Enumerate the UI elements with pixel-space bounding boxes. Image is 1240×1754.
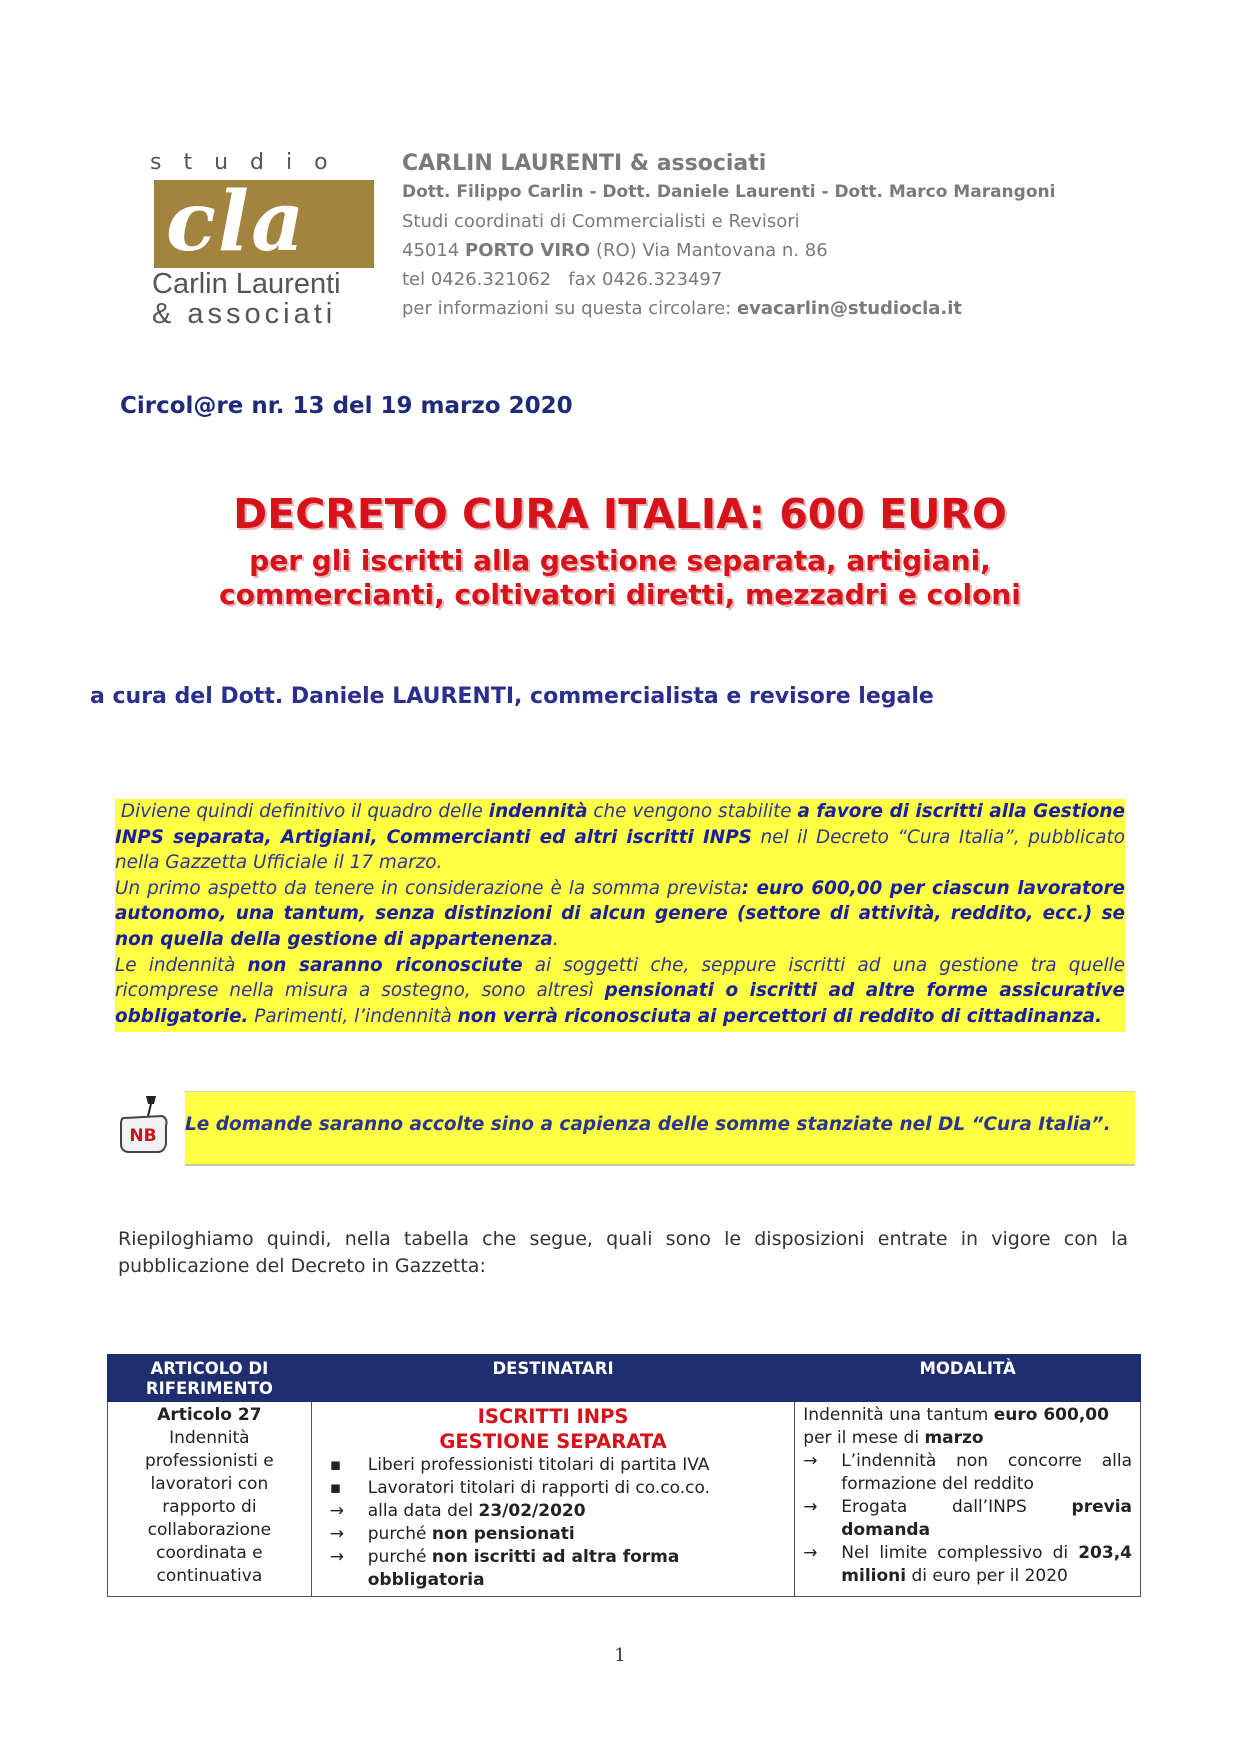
table-header-row <box>108 1355 1141 1402</box>
header-destinatari: DESTINATARI <box>311 1355 795 1402</box>
summary-paragraph-2 <box>115 876 1125 953</box>
text-run: Liberi professionisti titolari di partita IVA <box>367 1455 710 1475</box>
firm-zip: 45014 <box>402 240 460 261</box>
page-number: 1 <box>614 1645 626 1666</box>
firm-email-link[interactable]: evacarlin@studiocla.it <box>736 298 963 319</box>
logo-line-2: & associati <box>152 298 337 330</box>
summary-box <box>115 799 1131 1032</box>
firm-info <box>402 150 1122 323</box>
cell-modalita <box>795 1402 1141 1597</box>
text-run: che vengono stabilite <box>587 801 798 822</box>
text-run: alla data del <box>367 1501 479 1521</box>
text-run: Parimenti, l’indennità <box>248 1005 458 1027</box>
table-row <box>108 1402 1141 1597</box>
text-run: Indennità una tantum <box>803 1405 994 1425</box>
list-item <box>320 1546 787 1592</box>
arrow-right-icon: → <box>803 1543 818 1563</box>
logo-line-1: Carlin Laurenti <box>152 268 341 300</box>
list-item <box>803 1496 1132 1542</box>
cell-articolo <box>108 1402 312 1597</box>
list-item <box>320 1500 787 1523</box>
text-run-bold: euro 600,00 <box>993 1405 1109 1425</box>
text-run: L’indennità non concorre alla formazione del reddito <box>841 1451 1132 1494</box>
square-bullet-icon: ▪ <box>329 1455 342 1475</box>
text-run: purché <box>367 1524 432 1544</box>
text-run-bold: marzo <box>924 1428 984 1448</box>
text-run-bold: non iscritti ad altra forma obbligatoria <box>367 1547 680 1590</box>
summary-paragraph-3 <box>115 953 1131 1030</box>
text-run: Diviene quindi definitivo il quadro delle <box>115 801 489 822</box>
text-run: di euro per il 2020 <box>906 1566 1068 1586</box>
list-item <box>320 1454 787 1477</box>
arrow-right-icon: → <box>803 1451 818 1471</box>
text-run: . <box>552 928 559 950</box>
firm-city: PORTO VIRO <box>465 240 591 261</box>
text-run: purché <box>367 1547 432 1567</box>
recap-paragraph: Riepiloghiamo quindi, nella tabella che segue, quali sono le disposizioni entrate in vigore con la pubblicazione del Decreto in Gazzetta: <box>118 1228 1128 1277</box>
text-run-bold: : euro 600,00 per ciascun lavoratore autonomo, una tantum, senza distinzioni di alcun genere (settore di attività, reddito, ecc.) se non quella della gestione di appartenenza <box>115 877 1125 950</box>
text-run: per il mese di <box>803 1428 925 1448</box>
nb-pin-icon <box>118 1094 170 1154</box>
text-run: ai soggetti che, seppure iscritti ad una gestione tra quelle ricomprese nella misura a sostegno, sono altresì <box>115 954 1131 1002</box>
firm-name: CARLIN LAURENTI & associati <box>402 151 767 176</box>
arrow-right-icon: → <box>329 1501 344 1521</box>
list-item <box>320 1477 787 1500</box>
subtitle-line-1: per gli iscritti alla gestione separata, artigiani, <box>249 544 991 577</box>
text-run-bold: non pensionati <box>431 1524 575 1544</box>
text-run: Nel limite complessivo di <box>841 1543 1079 1563</box>
logo-cla-text: cla <box>166 174 307 270</box>
firm-address <box>402 236 1122 265</box>
firm-info-label: per informazioni su questa circolare: <box>402 298 732 319</box>
square-bullet-icon: ▪ <box>329 1478 342 1498</box>
text-run-bold: previa domanda <box>841 1497 1132 1540</box>
mod-list <box>803 1450 1132 1588</box>
text-run-bold: a favore di iscritti alla Gestione INPS separata, Artigiani, Commercianti ed altri iscritti INPS <box>115 801 1125 848</box>
firm-street: (RO) Via Mantovana n. 86 <box>595 240 828 261</box>
dest-title-1: ISCRITTI INPS <box>477 1405 629 1428</box>
text-run-bold: indennità <box>488 801 588 822</box>
text-run: Lavoratori titolari di rapporti di co.co.co. <box>367 1478 710 1498</box>
summary-paragraph-1 <box>115 799 1125 876</box>
text-run: Un primo aspetto da tenere in considerazione è la somma prevista <box>115 877 742 899</box>
studio-logo <box>150 150 380 328</box>
firm-description: Studi coordinati di Commercialisti e Revisori <box>402 211 800 232</box>
header-modalita: MODALITÀ <box>795 1355 1141 1402</box>
cell-destinatari <box>311 1402 795 1597</box>
arrow-right-icon: → <box>329 1524 344 1544</box>
article-number: Articolo 27 <box>157 1405 262 1425</box>
text-run: Le indennità <box>115 954 248 976</box>
firm-contact <box>402 294 1122 323</box>
firm-partners: Dott. Filippo Carlin - Dott. Daniele Laurenti - Dott. Marco Marangoni <box>402 182 1056 202</box>
logo-cla-mark <box>154 174 374 270</box>
nb-icon-label: NB <box>129 1126 157 1146</box>
nb-notice <box>185 1091 1135 1166</box>
page-subtitle <box>0 544 1240 612</box>
subtitle-line-2: commercianti, coltivatori diretti, mezzadri e coloni <box>219 578 1021 611</box>
text-run-bold: 23/02/2020 <box>478 1501 586 1521</box>
list-item <box>803 1450 1132 1496</box>
mod-intro <box>803 1404 1132 1450</box>
article-description: Indennità professionisti e lavoratori con rapporto di collaborazione coordinata e continuativa <box>145 1428 274 1586</box>
logo-studio-text: studio <box>150 150 350 175</box>
arrow-right-icon: → <box>803 1497 818 1517</box>
text-run: Erogata dall’INPS <box>841 1497 1072 1517</box>
text-run: nel il Decreto “Cura Italia”, pubblicato nella Gazzetta Ufficiale il 17 marzo. <box>115 826 1125 874</box>
text-run-bold: pensionati o iscritti ad altre forme assicurative obbligatorie. <box>115 980 1125 1027</box>
nb-text: Le domande saranno accolte sino a capienza delle somme stanziate nel DL “Cura Italia”. <box>185 1114 1111 1135</box>
list-item <box>320 1523 787 1546</box>
list-item <box>803 1542 1132 1588</box>
text-run-bold: non verrà riconosciuta ai percettori di reddito di cittadinanza. <box>457 1005 1103 1027</box>
provisions-table <box>107 1354 1141 1597</box>
page-title: DECRETO CURA ITALIA: 600 EURO <box>233 490 1007 538</box>
text-run-bold: 203,4 milioni <box>841 1543 1132 1586</box>
circolare-number: Circol@re nr. 13 del 19 marzo 2020 <box>120 393 573 419</box>
header-articolo: ARTICOLO DI RIFERIMENTO <box>108 1355 312 1402</box>
dest-title-2: GESTIONE SEPARATA <box>439 1430 667 1453</box>
firm-phones: tel 0426.321062 fax 0426.323497 <box>402 269 723 290</box>
text-run-bold: non saranno riconosciute <box>247 954 523 976</box>
author-line: a cura del Dott. Daniele LAURENTI, commercialista e revisore legale <box>90 684 934 709</box>
arrow-right-icon: → <box>329 1547 344 1567</box>
dest-list <box>320 1454 787 1592</box>
